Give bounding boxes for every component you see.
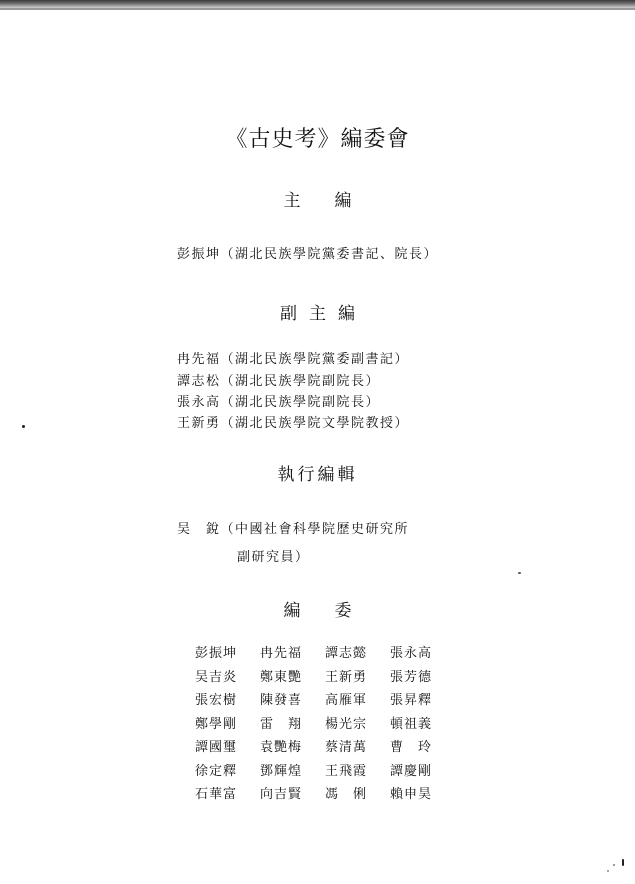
board-member: 袁艷梅 [260,740,303,755]
executive-editor-affiliation: （中國社會科學院歷史研究所 [220,522,410,537]
board-member: 張永高 [390,646,433,661]
scan-speck [607,870,609,872]
board-member: 楊光宗 [325,716,368,732]
deputy-editor-entry: 冉先福（湖北民族學院黨委副書記） [177,352,410,367]
board-member: 王新勇 [325,669,368,685]
chief-editor-heading: 主編 [283,191,386,211]
page-title: 《古史考》編委會 [225,127,410,152]
executive-editor-name: 吴 銳 [177,522,221,537]
board-member: 陳發喜 [260,693,303,708]
scan-top-line [0,8,635,10]
board-member: 雷 翔 [260,716,303,732]
board-member: 張芳德 [390,669,433,685]
scan-top-edge [0,0,635,8]
board-member: 蔡清萬 [325,740,368,755]
board-member: 譚慶剛 [390,763,433,779]
board-member: 彭振坤 [195,646,238,661]
board-member: 頓祖義 [390,716,433,732]
board-member: 賴申昊 [390,787,433,802]
executive-editor-entry [177,518,409,537]
board-member: 冉先福 [260,646,303,661]
deputy-editors-heading: 副主編 [280,304,367,324]
executive-editor-heading: 執行編輯 [277,465,358,485]
executive-editor-affiliation-cont: 副研究員） [237,550,310,565]
board-member: 譚國璽 [195,740,238,755]
board-member: 鄭東艷 [260,669,303,685]
board-member: 王飛霞 [325,763,368,779]
board-member: 譚志懿 [325,646,368,661]
board-member: 馮 俐 [325,787,368,802]
board-member: 石華富 [195,787,238,802]
deputy-editor-entry: 張永高（湖北民族學院副院長） [177,395,381,410]
board-member: 曹 玲 [390,740,433,755]
deputy-editor-entry: 譚志松（湖北民族學院副院長） [177,374,381,389]
deputy-editor-entry: 王新勇（湖北民族學院文學院教授） [177,416,410,431]
editorial-board-list [195,642,455,802]
editorial-board-heading: 編委 [283,601,386,621]
board-member: 向吉賢 [260,787,303,802]
board-member: 吴吉炎 [195,669,238,685]
chief-editor-entry: 彭振坤（湖北民族學院黨委書記、院長） [177,247,439,262]
scan-speck [622,859,624,866]
scan-speck [518,572,521,574]
board-member: 高雁軍 [325,693,368,708]
board-member: 鄭學剛 [195,716,238,732]
board-member: 張宏樹 [195,693,238,708]
scan-speck [613,864,615,866]
board-member: 鄧輝煌 [260,763,303,779]
board-member: 張昇釋 [390,693,433,708]
scan-speck [22,425,25,428]
board-member: 徐定釋 [195,763,238,779]
